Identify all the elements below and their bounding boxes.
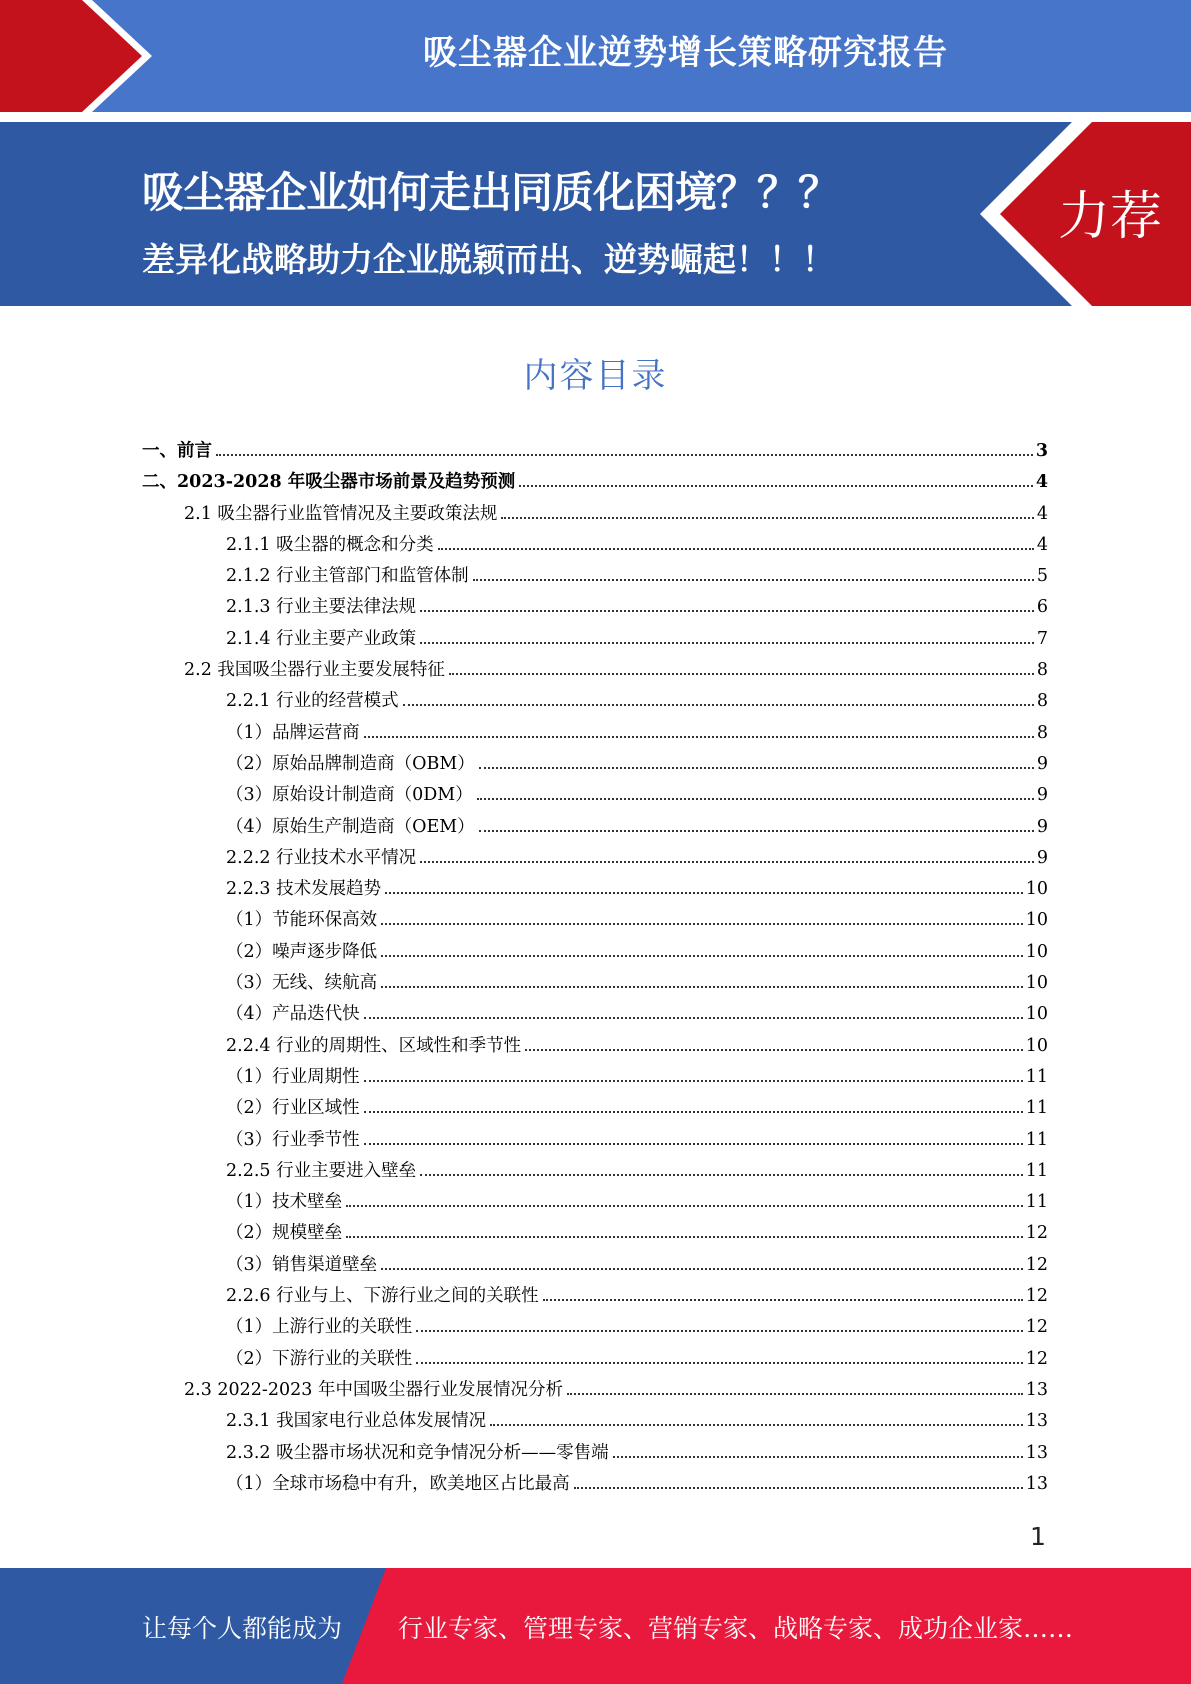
toc-dot-leader [574,1487,1023,1489]
toc-entry-label: （2）原始品牌制造商（OBM） [226,753,475,774]
toc-entry-page: 4 [1036,534,1048,555]
toc-dot-leader [543,1299,1023,1301]
toc-dot-leader [449,673,1034,675]
toc-dot-leader [346,1205,1023,1207]
toc-entry[interactable] [142,1126,1048,1157]
toc-entry[interactable] [142,1157,1048,1188]
toc-dot-leader [416,1330,1023,1332]
toc-entry-label: 2.3 2022-2023 年中国吸尘器行业发展情况分析 [184,1379,563,1400]
toc-dot-leader [381,955,1023,957]
toc-entry[interactable] [142,1188,1048,1219]
toc-entry[interactable] [142,687,1048,718]
toc-entry[interactable] [142,750,1048,781]
toc-entry-page: 11 [1025,1098,1048,1119]
toc-entry-label: （1）品牌运营商 [226,722,360,743]
toc-entry-page: 5 [1036,566,1048,587]
toc-entry-label: 2.1.3 行业主要法律法规 [226,597,417,618]
toc-entry-page: 11 [1025,1160,1048,1181]
footer-left-text: 让每个人都能成为 [142,1614,343,1643]
toc-entry-label: 2.2.3 技术发展趋势 [226,879,382,900]
toc-entry-page: 7 [1036,628,1048,649]
toc-entry[interactable] [142,844,1048,875]
toc-entry[interactable] [142,969,1048,1000]
toc-dot-leader [519,485,1033,487]
toc-dot-leader [567,1393,1023,1395]
toc-entry[interactable] [142,875,1048,906]
toc-entry-label: 2.2.4 行业的周期性、区域性和季节性 [226,1035,522,1056]
toc-entry-label: 2.1 吸尘器行业监管情况及主要政策法规 [184,503,498,524]
toc-entry[interactable] [142,1094,1048,1125]
toc-entry[interactable] [142,813,1048,844]
toc-entry-page: 9 [1036,816,1048,837]
toc-dot-leader [364,736,1034,738]
toc-entry-label: 2.2 我国吸尘器行业主要发展特征 [184,660,445,681]
toc-entry-label: （2）噪声逐步降低 [226,941,378,962]
toc-entry[interactable] [142,1439,1048,1470]
toc-entry-page: 9 [1036,753,1048,774]
toc-entry-label: （1）上游行业的关联性 [226,1317,413,1338]
headline-banner [0,122,1191,306]
toc-entry-page: 11 [1025,1066,1048,1087]
toc-entry[interactable] [142,593,1048,624]
toc-dot-leader [385,892,1023,894]
toc-dot-leader [420,861,1034,863]
toc-dot-leader [613,1456,1023,1458]
toc-entry-label: 二、2023-2028 年吸尘器市场前景及趋势预测 [142,472,516,493]
toc-dot-leader [381,923,1023,925]
toc-entry[interactable] [142,1376,1048,1407]
toc-entry-page: 12 [1025,1317,1048,1338]
toc-entry-page: 6 [1036,597,1048,618]
toc-dot-leader [438,548,1034,550]
toc-entry-page: 10 [1025,1004,1048,1025]
toc-dot-leader [416,1362,1023,1364]
toc-dot-leader [479,767,1034,769]
toc-entry[interactable] [142,468,1048,499]
toc-entry-label: 2.1.4 行业主要产业政策 [226,628,417,649]
toc-entry-label: 2.2.6 行业与上、下游行业之间的关联性 [226,1286,539,1307]
toc-dot-leader [381,986,1023,988]
toc-dot-leader [364,1080,1023,1082]
toc-entry-label: 2.1.1 吸尘器的概念和分类 [226,534,434,555]
toc-entry-label: （3）无线、续航高 [226,973,378,994]
toc-entry[interactable] [142,781,1048,812]
toc-dot-leader [525,1049,1023,1051]
recommend-tag: 力荐 [1058,187,1163,247]
toc-entry-page: 11 [1025,1129,1048,1150]
toc-dot-leader [216,454,1033,456]
toc-dot-leader [501,517,1033,519]
footer-right-text: 行业专家、管理专家、营销专家、战略专家、成功企业家…… [398,1614,1074,1643]
toc-entry-page: 9 [1036,785,1048,806]
toc-dot-leader [346,1236,1023,1238]
headline-question: 吸尘器企业如何走出同质化困境？？？ [142,168,840,217]
toc-entry[interactable] [142,1063,1048,1094]
toc-entry-label: 2.3.2 吸尘器市场状况和竞争情况分析——零售端 [226,1442,609,1463]
toc-entry-label: （4）产品迭代快 [226,1004,360,1025]
toc-entry-page: 11 [1025,1192,1048,1213]
toc-list [142,437,1048,1501]
toc-entry-page: 13 [1025,1411,1048,1432]
toc-entry[interactable] [142,1407,1048,1438]
toc-entry-page: 10 [1025,973,1048,994]
headline-slogan: 差异化战略助力企业脱颖而出、逆势崛起！！！ [142,240,835,279]
toc-entry-page: 13 [1025,1442,1048,1463]
banner-chevron [0,0,160,112]
toc-entry-label: 一、前言 [142,441,212,461]
toc-entry-page: 9 [1036,847,1048,868]
toc-entry[interactable] [142,1345,1048,1376]
toc-entry-page: 8 [1036,691,1048,712]
toc-entry-page: 12 [1025,1223,1048,1244]
toc-entry-page: 4 [1035,472,1048,493]
toc-entry-page: 10 [1025,1035,1048,1056]
toc-entry-page: 10 [1025,910,1048,931]
toc-entry[interactable] [142,1470,1048,1501]
toc-dot-leader [479,830,1034,832]
toc-entry[interactable] [142,656,1048,687]
toc-dot-leader [490,1424,1023,1426]
toc-entry-page: 8 [1036,722,1048,743]
toc-entry-label: 2.2.1 行业的经营模式 [226,691,399,712]
toc-entry[interactable] [142,437,1048,468]
toc-dot-leader [420,610,1034,612]
toc-entry-page: 13 [1025,1473,1048,1494]
toc-entry-label: （2）行业区域性 [226,1098,360,1119]
toc-entry-label: （1）全球市场稳中有升，欧美地区占比最高 [226,1473,570,1494]
report-title: 吸尘器企业逆势增长策略研究报告 [423,33,948,73]
toc-entry[interactable] [142,1251,1048,1282]
toc-entry-label: （2）规模壁垒 [226,1223,343,1244]
toc-entry-page: 12 [1025,1286,1048,1307]
toc-entry-label: （3）原始设计制造商（0DM） [226,785,473,806]
toc-entry-label: （1）技术壁垒 [226,1192,343,1213]
toc-entry-page: 12 [1025,1348,1048,1369]
toc-entry-label: 2.1.2 行业主管部门和监管体制 [226,566,469,587]
toc-entry[interactable] [142,1032,1048,1063]
toc-entry-label: 2.2.5 行业主要进入壁垒 [226,1160,417,1181]
toc-entry-label: （1）节能环保高效 [226,910,378,931]
toc-entry-label: （3）销售渠道壁垒 [226,1254,378,1275]
top-banner [0,0,1191,112]
toc-entry[interactable] [142,562,1048,593]
toc-entry-page: 3 [1035,441,1048,461]
toc-entry[interactable] [142,500,1048,531]
toc-entry-page: 13 [1025,1379,1048,1400]
toc-entry[interactable] [142,531,1048,562]
toc-dot-leader [364,1143,1023,1145]
toc-dot-leader [420,1174,1023,1176]
toc-entry-label: （1）行业周期性 [226,1066,360,1087]
toc-entry[interactable] [142,1282,1048,1313]
toc-entry[interactable] [142,719,1048,750]
toc-entry-label: （2）下游行业的关联性 [226,1348,413,1369]
toc-entry[interactable] [142,938,1048,969]
footer-banner [0,1568,1191,1684]
toc-entry-label: （4）原始生产制造商（OEM） [226,816,475,837]
toc-dot-leader [403,704,1034,706]
toc-entry-page: 4 [1036,503,1048,524]
toc-entry[interactable] [142,625,1048,656]
toc-entry-label: 2.3.1 我国家电行业总体发展情况 [226,1411,487,1432]
toc-entry-page: 10 [1025,879,1048,900]
toc-dot-leader [420,642,1034,644]
toc-dot-leader [364,1111,1023,1113]
toc-entry-label: （3）行业季节性 [226,1129,360,1150]
toc-entry[interactable] [142,906,1048,937]
toc-entry-page: 10 [1025,941,1048,962]
toc-entry[interactable] [142,1219,1048,1250]
toc-title: 内容目录 [523,356,668,396]
toc-entry-page: 12 [1025,1254,1048,1275]
toc-dot-leader [473,579,1034,581]
toc-entry[interactable] [142,1000,1048,1031]
toc-dot-leader [381,1268,1023,1270]
toc-entry[interactable] [142,1313,1048,1344]
toc-entry-page: 8 [1036,660,1048,681]
toc-dot-leader [364,1017,1023,1019]
page-number: 1 [1030,1522,1046,1551]
toc-dot-leader [477,798,1034,800]
toc-entry-label: 2.2.2 行业技术水平情况 [226,847,417,868]
